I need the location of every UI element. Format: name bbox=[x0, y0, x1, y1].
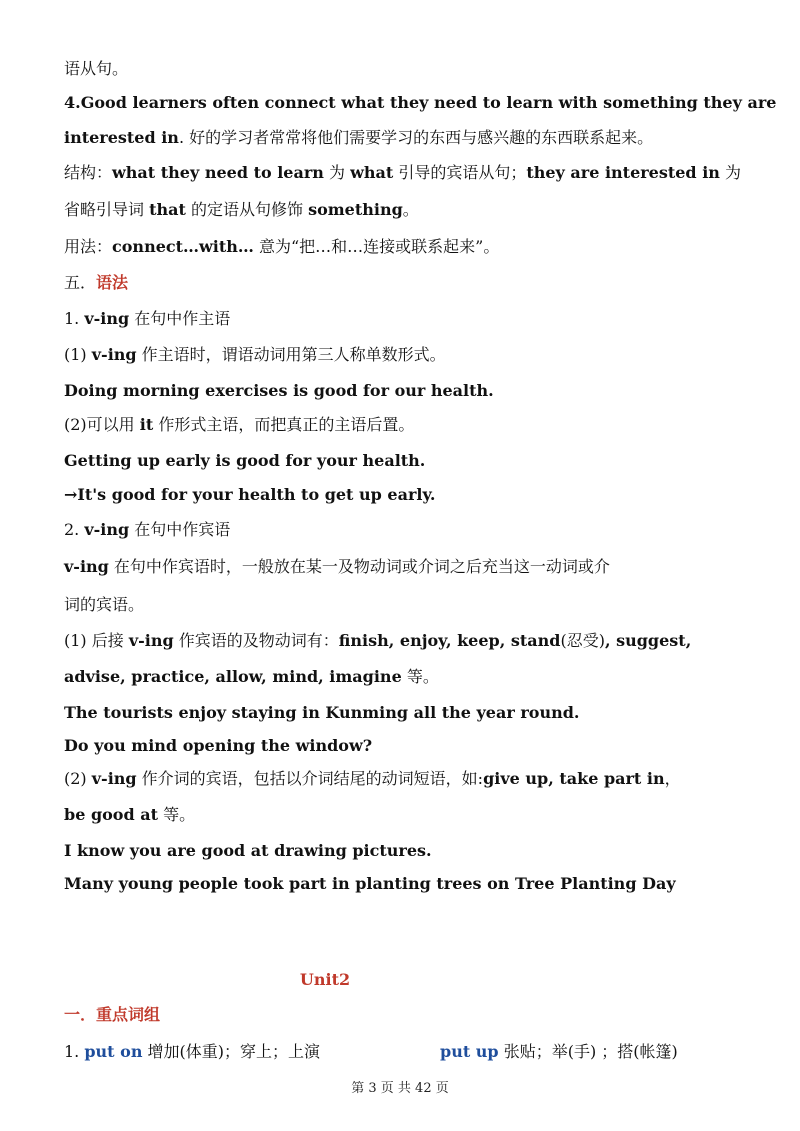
text: finish, enjoy, keep, stand bbox=[338, 631, 561, 650]
text: interested in bbox=[64, 128, 179, 147]
text-line bbox=[64, 768, 754, 790]
phrase-put-up bbox=[440, 1041, 678, 1063]
text: 在句中作宾语时，一般放在某一及物动词或介词之后充当这一动词或介 bbox=[108, 557, 610, 576]
example-sentence bbox=[64, 380, 754, 402]
text: 增加(体重)；穿上；上演 bbox=[142, 1042, 321, 1061]
text: The tourists enjoy staying in Kunming all the year round. bbox=[64, 703, 580, 722]
text: 在句中作主语 bbox=[129, 309, 231, 328]
text: 语从句。 bbox=[64, 59, 129, 78]
text: v-ing bbox=[84, 520, 130, 539]
text: 五． bbox=[64, 273, 97, 292]
text-line bbox=[64, 804, 754, 826]
text: , suggest, bbox=[604, 631, 692, 650]
text: advise, practice, allow, mind, imagine bbox=[64, 667, 402, 686]
sentence-4 bbox=[64, 92, 777, 114]
section-heading-phrases bbox=[64, 1004, 754, 1026]
text-line bbox=[64, 58, 754, 80]
example-sentence bbox=[64, 735, 754, 757]
phrase-line bbox=[64, 1041, 754, 1063]
example-sentence bbox=[64, 873, 754, 895]
text: . 好的学习者常常将他们需要学习的东西与感兴趣的东西联系起来。 bbox=[178, 128, 654, 147]
text: 1. bbox=[64, 1042, 85, 1061]
text: 词的宾语。 bbox=[64, 595, 145, 614]
text-line bbox=[64, 666, 754, 688]
text: 一．重点词组 bbox=[64, 1005, 161, 1024]
text: Many young people took part in planting trees on Tree Planting Day bbox=[64, 874, 676, 893]
text: (2)可以用 bbox=[64, 415, 140, 434]
example-sentence bbox=[64, 450, 754, 472]
text: 1. bbox=[64, 309, 85, 328]
text: Doing morning exercises is good for our health. bbox=[64, 381, 494, 400]
subheading bbox=[64, 519, 754, 541]
text: 。 bbox=[402, 200, 419, 219]
text: 引导的宾语从句； bbox=[393, 163, 527, 182]
structure-line bbox=[64, 162, 754, 184]
text-line bbox=[64, 414, 754, 436]
text: Do you mind opening the window? bbox=[64, 736, 373, 755]
text: (1) bbox=[64, 345, 92, 364]
subheading bbox=[64, 308, 754, 330]
text: what they need to learn bbox=[112, 163, 324, 182]
heading-text: 语法 bbox=[96, 273, 129, 292]
text: ， bbox=[664, 769, 681, 788]
text: it bbox=[139, 415, 154, 434]
example-sentence bbox=[64, 702, 754, 724]
text: 在句中作宾语 bbox=[129, 520, 231, 539]
text: what bbox=[350, 163, 394, 182]
text: →It's good for your health to get up early. bbox=[64, 485, 436, 504]
text: 等。 bbox=[157, 805, 196, 824]
text: be good at bbox=[64, 805, 158, 824]
text: (2) bbox=[64, 769, 92, 788]
text: Getting up early is good for your health. bbox=[64, 451, 426, 470]
text: 为 bbox=[719, 163, 741, 182]
unit-title bbox=[0, 969, 650, 991]
text: 意为“把…和…连接或联系起来”。 bbox=[253, 237, 500, 256]
text: 用法： bbox=[64, 237, 113, 256]
text: v-ing bbox=[128, 631, 174, 650]
section-heading-grammar bbox=[64, 272, 754, 294]
text-line bbox=[64, 199, 754, 221]
text: I know you are good at drawing pictures. bbox=[64, 841, 432, 860]
text: 作形式主语，而把真正的主语后置。 bbox=[153, 415, 415, 434]
phrase: put on bbox=[84, 1042, 143, 1061]
phrase: put up bbox=[440, 1042, 499, 1061]
page-footer: 第 3 页 共 42 页 bbox=[351, 1081, 449, 1096]
example-sentence bbox=[64, 840, 754, 862]
text: they are interested in bbox=[526, 163, 720, 182]
text: v-ing bbox=[84, 309, 130, 328]
text: (忍受) bbox=[560, 631, 605, 650]
text-line bbox=[64, 344, 754, 366]
text: connect…with… bbox=[112, 237, 254, 256]
text: 4.Good learners often connect what they need to learn with something they are bbox=[64, 93, 777, 112]
usage-line bbox=[64, 236, 754, 258]
text: 张贴；举(手) ；搭(帐篷) bbox=[498, 1042, 678, 1061]
text: 结构： bbox=[64, 163, 113, 182]
text: 的定语从句修饰 bbox=[185, 200, 309, 219]
text: (1) 后接 bbox=[64, 631, 129, 650]
text: 为 bbox=[323, 163, 351, 182]
text-line bbox=[64, 630, 754, 652]
text: Unit2 bbox=[299, 970, 351, 989]
text: 作宾语的及物动词有： bbox=[173, 631, 339, 650]
text-line bbox=[64, 127, 754, 149]
text: something bbox=[308, 200, 403, 219]
text: v-ing bbox=[91, 769, 137, 788]
text: 等。 bbox=[401, 667, 439, 686]
text-line bbox=[64, 556, 754, 578]
text: v-ing bbox=[64, 557, 109, 576]
text: v-ing bbox=[91, 345, 137, 364]
text: 省略引导词 bbox=[64, 200, 150, 219]
text: give up, take part in bbox=[483, 769, 665, 788]
text: 2. bbox=[64, 520, 85, 539]
text: 作介词的宾语，包括以介词结尾的动词短语，如: bbox=[136, 769, 484, 788]
text-line bbox=[64, 594, 754, 616]
example-sentence bbox=[64, 484, 754, 506]
text: that bbox=[149, 200, 186, 219]
text: 作主语时，谓语动词用第三人称单数形式。 bbox=[136, 345, 446, 364]
